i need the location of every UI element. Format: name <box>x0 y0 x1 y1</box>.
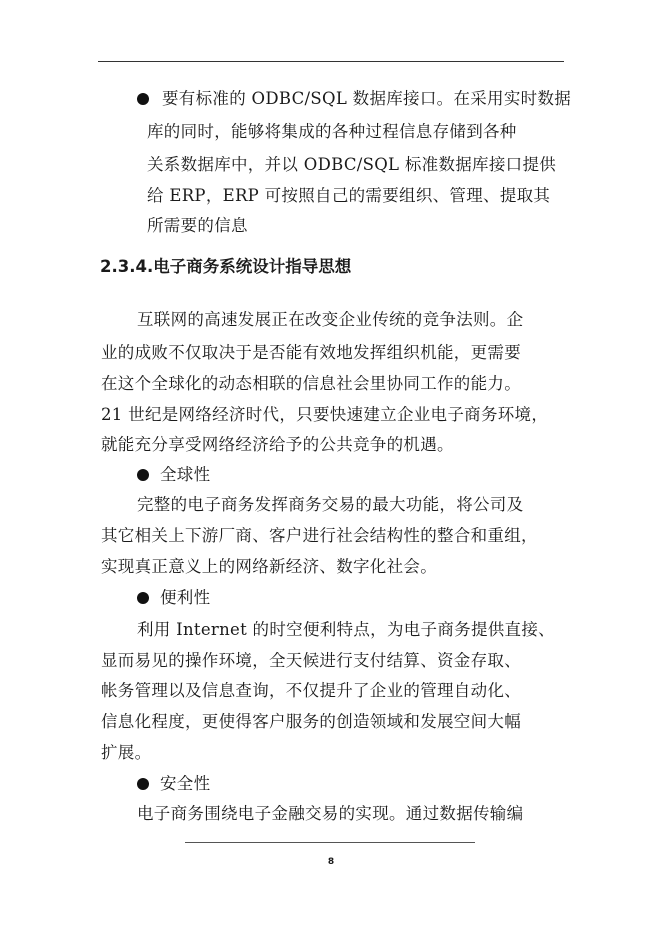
bullet-text-line: 给 ERP，ERP 可按照自己的需要组织、管理、提取其 <box>147 186 551 205</box>
section-heading: 2.3.4.电子商务系统设计指导思想 <box>100 257 352 276</box>
page-number: 8 <box>327 857 335 867</box>
paragraph-line: 帐务管理以及信息查询，不仅提升了企业的管理自动化、 <box>101 681 521 700</box>
footer-rule <box>185 842 475 843</box>
bullet-text-line: 关系数据库中，并以 ODBC/SQL 标准数据库接口提供 <box>147 155 557 174</box>
paragraph-line: 扩展。 <box>101 743 152 762</box>
bullet-text-line: 所需要的信息 <box>147 216 248 235</box>
paragraph-line: 实现真正意义上的网络新经济、数字化社会。 <box>101 557 437 576</box>
paragraph-line: 就能充分享受网络经济给予的公共竞争的机遇。 <box>101 435 454 454</box>
paragraph-line: 业的成败不仅取决于是否能有效地发挥组织机能，更需要 <box>101 343 521 362</box>
subsection-title: 安全性 <box>160 774 211 793</box>
bullet-dot <box>137 592 149 604</box>
bullet-text-line: 要有标准的 ODBC/SQL 数据库接口。在采用实时数据 <box>162 89 572 108</box>
subsection-title: 全球性 <box>160 465 211 484</box>
paragraph-line: 电子商务围绕电子金融交易的实现。通过数据传输编 <box>137 804 524 823</box>
bullet-dot <box>137 778 149 790</box>
paragraph-line: 其它相关上下游厂商、客户进行社会结构性的整合和重组， <box>101 526 538 545</box>
bullet-dot <box>137 469 149 481</box>
paragraph-line: 21 世纪是网络经济时代，只要快速建立企业电子商务环境， <box>101 405 549 424</box>
subsection-title: 便利性 <box>160 588 211 607</box>
paragraph-line: 信息化程度，更使得客户服务的创造领域和发展空间大幅 <box>101 712 521 731</box>
bullet-text-line: 库的同时，能够将集成的各种过程信息存储到各种 <box>147 122 517 141</box>
paragraph-line: 利用 Internet 的时空便利特点，为电子商务提供直接、 <box>137 620 555 639</box>
paragraph-line: 互联网的高速发展正在改变企业传统的竞争法则。企 <box>137 310 524 329</box>
paragraph-line: 在这个全球化的动态相联的信息社会里协同工作的能力。 <box>101 374 521 393</box>
bullet-dot <box>137 93 149 105</box>
paragraph-line: 显而易见的操作环境，全天候进行支付结算、资金存取、 <box>101 651 521 670</box>
paragraph-line: 完整的电子商务发挥商务交易的最大功能，将公司及 <box>137 495 524 514</box>
header-rule <box>98 61 564 62</box>
